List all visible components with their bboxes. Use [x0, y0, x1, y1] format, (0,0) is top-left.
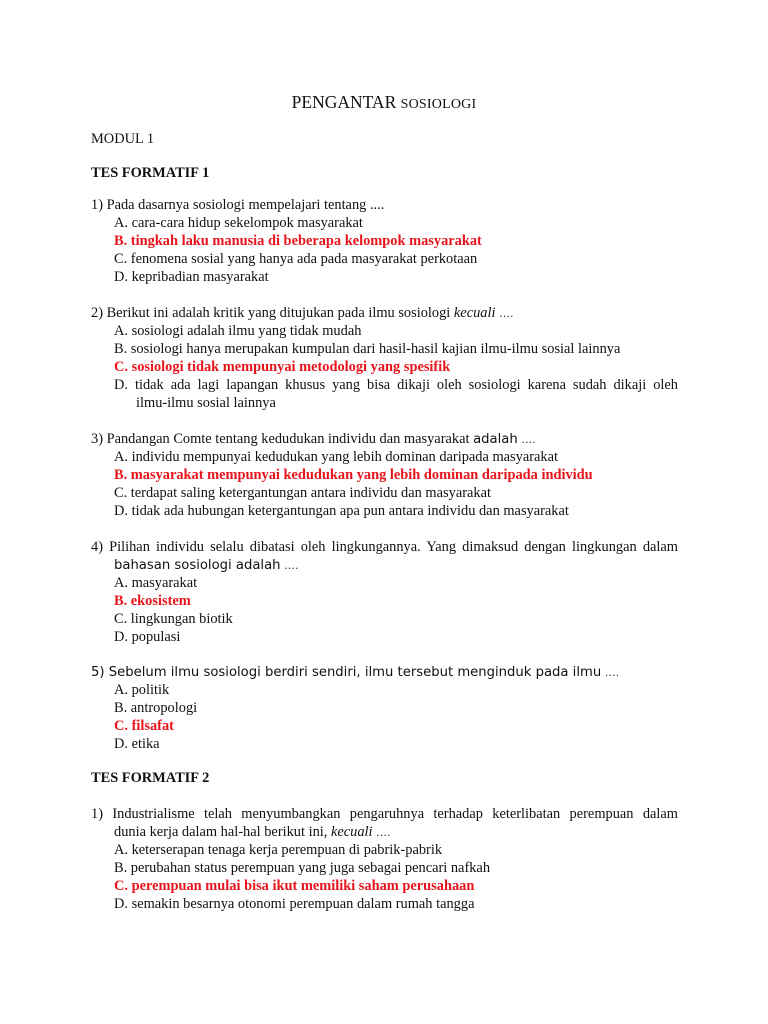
question-4-stem-continued-text: bahasan sosiologi adalah — [114, 558, 281, 573]
tf2-question-1-stem-text: dunia kerja dalam hal-hal berikut ini, — [114, 824, 331, 840]
question-2-option-d: D. tidak ada lagi lapangan khusus yang bisa dikaji oleh sosiologi karena sudah dikaji oleh — [114, 377, 678, 393]
question-4-stem-ellipsis: …. — [280, 559, 299, 572]
question-2-stem-emphasis: kecuali — [453, 305, 496, 321]
question-1-option-a: A. cara-cara hidup sekelompok masyarakat — [114, 215, 363, 231]
section-heading-tf1: TES FORMATIF 1 — [91, 165, 210, 181]
question-3-stem-sans: adalah — [473, 432, 518, 447]
question-3-stem-ellipsis: …. — [517, 433, 536, 446]
question-5-stem-text: 5) Sebelum ilmu sosiologi berdiri sendiri, ilmu tersebut menginduk pada ilmu — [91, 665, 602, 680]
question-3-option-c: C. terdapat saling ketergantungan antara individu dan masyarakat — [114, 485, 491, 501]
question-4-option-b-correct: B. ekosistem — [114, 593, 191, 609]
question-5-option-a: A. politik — [114, 682, 170, 698]
question-2-stem — [91, 304, 513, 323]
question-5-option-d: D. etika — [114, 736, 160, 752]
question-3-option-d: D. tidak ada hubungan ketergantungan apa pun antara individu dan masyarakat — [114, 503, 569, 519]
question-4-stem-continued — [114, 556, 299, 575]
question-2-option-a: A. sosiologi adalah ilmu yang tidak mudah — [114, 323, 362, 339]
module-label: MODUL 1 — [91, 131, 155, 147]
question-5-option-c-correct: C. filsafat — [114, 718, 174, 734]
question-2-option-c-correct: C. sosiologi tidak mempunyai metodologi yang spesifik — [114, 359, 451, 375]
question-3-option-b-correct: B. masyarakat mempunyai kedudukan yang lebih dominan daripada individu — [114, 467, 593, 483]
question-4-stem: 4) Pilihan individu selalu dibatasi oleh lingkungannya. Yang dimaksud dengan lingkungan dalam — [91, 539, 678, 555]
tf2-question-1-stem-continued — [114, 823, 391, 842]
tf2-question-1-stem-ellipsis: …. — [372, 826, 391, 839]
section-heading-tf2: TES FORMATIF 2 — [91, 770, 210, 786]
title-main: PENGANTAR — [291, 92, 397, 112]
question-2-option-b: B. sosiologi hanya merupakan kumpulan dari hasil-hasil kajian ilmu-ilmu sosial lainnya — [114, 341, 621, 357]
question-2-stem-text: 2) Berikut ini adalah kritik yang ditujukan pada ilmu sosiologi — [91, 305, 454, 321]
question-2-stem-ellipsis: …. — [495, 307, 514, 320]
question-4-option-d: D. populasi — [114, 629, 181, 645]
tf2-question-1-stem: 1) Industrialisme telah menyumbangkan pengaruhnya terhadap keterlibatan perempuan dalam — [91, 806, 678, 822]
tf2-question-1-option-c-correct: C. perempuan mulai bisa ikut memiliki saham perusahaan — [114, 878, 475, 894]
question-4-option-a: A. masyarakat — [114, 575, 198, 591]
title-sub: SOSIOLOGI — [400, 97, 477, 112]
question-1-stem: 1) Pada dasarnya sosiologi mempelajari tentang .... — [91, 197, 385, 213]
question-1-option-b-correct: B. tingkah laku manusia di beberapa kelompok masyarakat — [114, 233, 482, 249]
page-title — [0, 92, 768, 113]
question-5-stem — [91, 663, 619, 682]
question-2-option-d-continued: ilmu-ilmu sosial lainnya — [136, 395, 276, 411]
question-3-stem — [91, 430, 536, 449]
question-5-option-b: B. antropologi — [114, 700, 198, 716]
question-5-stem-ellipsis: …. — [601, 666, 620, 679]
question-1-option-d: D. kepribadian masyarakat — [114, 269, 269, 285]
question-3-stem-text: 3) Pandangan Comte tentang kedudukan individu dan masyarakat — [91, 431, 474, 447]
question-3-option-a: A. individu mempunyai kedudukan yang lebih dominan daripada masyarakat — [114, 449, 558, 465]
question-1-option-c: C. fenomena sosial yang hanya ada pada masyarakat perkotaan — [114, 251, 478, 267]
question-4-option-c: C. lingkungan biotik — [114, 611, 233, 627]
tf2-question-1-option-d: D. semakin besarnya otonomi perempuan dalam rumah tangga — [114, 896, 475, 912]
tf2-question-1-option-a: A. keterserapan tenaga kerja perempuan di pabrik-pabrik — [114, 842, 443, 858]
tf2-question-1-option-b: B. perubahan status perempuan yang juga sebagai pencari nafkah — [114, 860, 491, 876]
tf2-question-1-stem-emphasis: kecuali — [330, 824, 373, 840]
